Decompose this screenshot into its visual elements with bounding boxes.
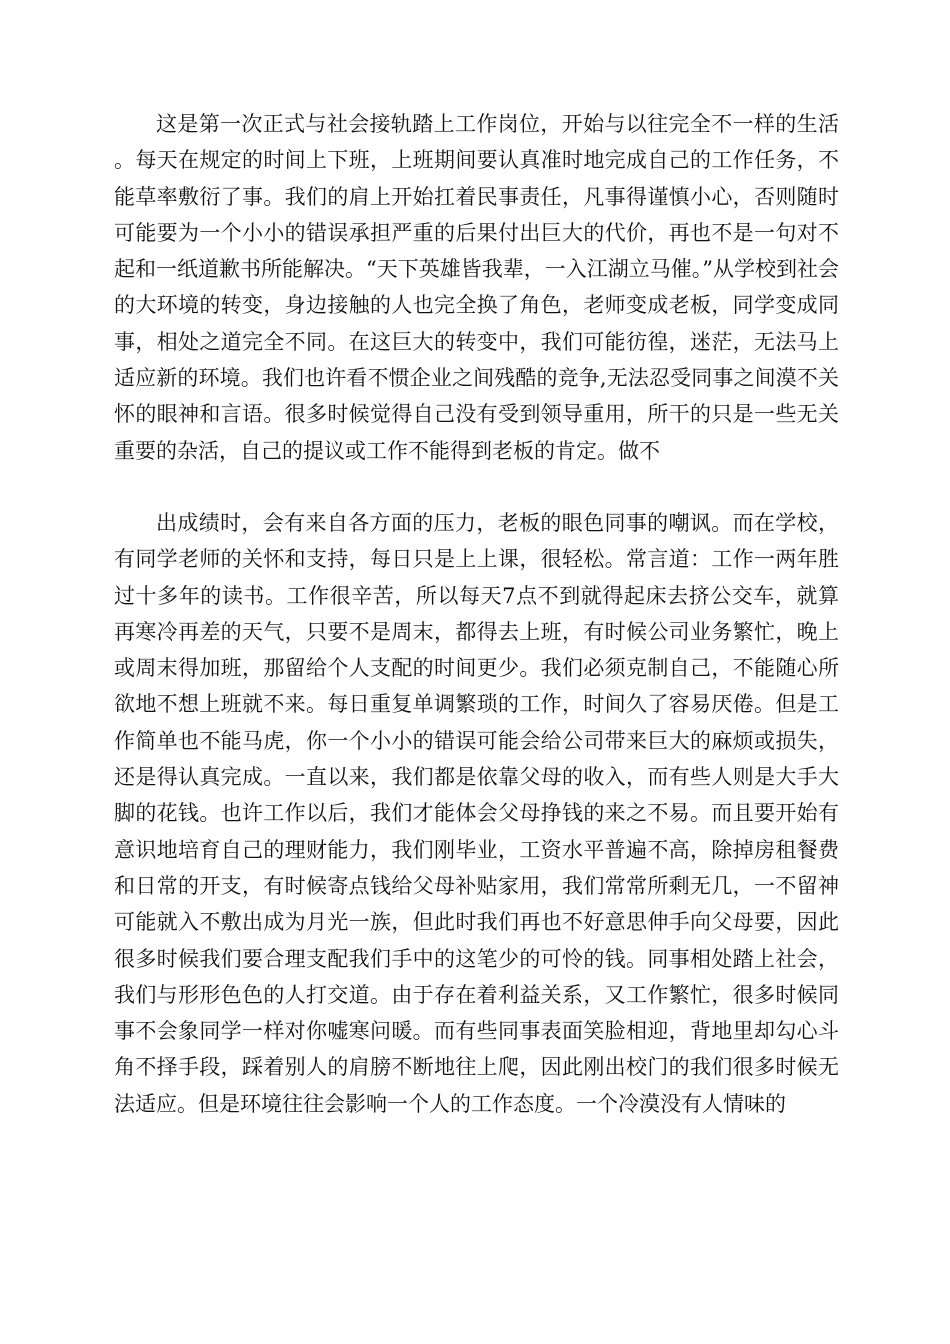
document-body: [114, 106, 839, 1122]
paragraph-1: 这是第一次正式与社会接轨踏上工作岗位，开始与以往完全不一样的生活。每天在规定的时间上下班，上班期间要认真准时地完成自己的工作任务，不能草率敷衍了事。我们的肩上开始扛着民事责任，凡事得谨慎小心，否则随时可能要为一个小小的错误承担严重的后果付出巨大的代价，再也不是一句对不起和一纸道歉书所能解决。“天下英雄皆我辈，一入江湖立马催。”从学校到社会的大环境的转变，身边接触的人也完全换了角色，老师变成老板，同学变成同事，相处之道完全不同。在这巨大的转变中，我们可能彷徨，迷茫，无法马上适应新的环境。我们也许看不惯企业之间残酷的竞争,无法忍受同事之间漠不关怀的眼神和言语。很多时候觉得自己没有受到领导重用，所干的只是一些无关重要的杂活，自己的提议或工作不能得到老板的肯定。做不: [114, 112, 839, 463]
paragraph-2: 出成绩时，会有来自各方面的压力，老板的眼色同事的嘲讽。而在学校，有同学老师的关怀和支持，每日只是上上课，很轻松。常言道：工作一两年胜过十多年的读书。工作很辛苦，所以每天7点不到就得起床去挤公交车，就算再寒冷再差的天气，只要不是周末，都得去上班，有时候公司业务繁忙，晚上或周末得加班，那留给个人支配的时间更少。我们必须克制自己，不能随心所欲地不想上班就不来。每日重复单调繁琐的工作，时间久了容易厌倦。但是工作简单也不能马虎，你一个小小的错误可能会给公司带来巨大的麻烦或损失，还是得认真完成。一直以来，我们都是依靠父母的收入，而有些人则是大手大脚的花钱。也许工作以后，我们才能体会父母挣钱的来之不易。而且要开始有意识地培育自己的理财能力，我们刚毕业，工资水平普遍不高，除掉房租餐费和日常的开支，有时候寄点钱给父母补贴家用，我们常常所剩无几，一不留神可能就入不敷出成为月光一族，但此时我们再也不好意思伸手向父母要，因此很多时候我们要合理支配我们手中的这笔少的可怜的钱。同事相处踏上社会，我们与形形色色的人打交道。由于存在着利益关系，又工作繁忙，很多时候同事不会象同学一样对你嘘寒问暖。而有些同事表面笑脸相迎，背地里却勾心斗角不择手段，踩着别人的肩膀不断地往上爬，因此刚出校门的我们很多时候无法适应。但是环境往往会影响一个人的工作态度。一个冷漠没有人情味的: [114, 510, 839, 1116]
